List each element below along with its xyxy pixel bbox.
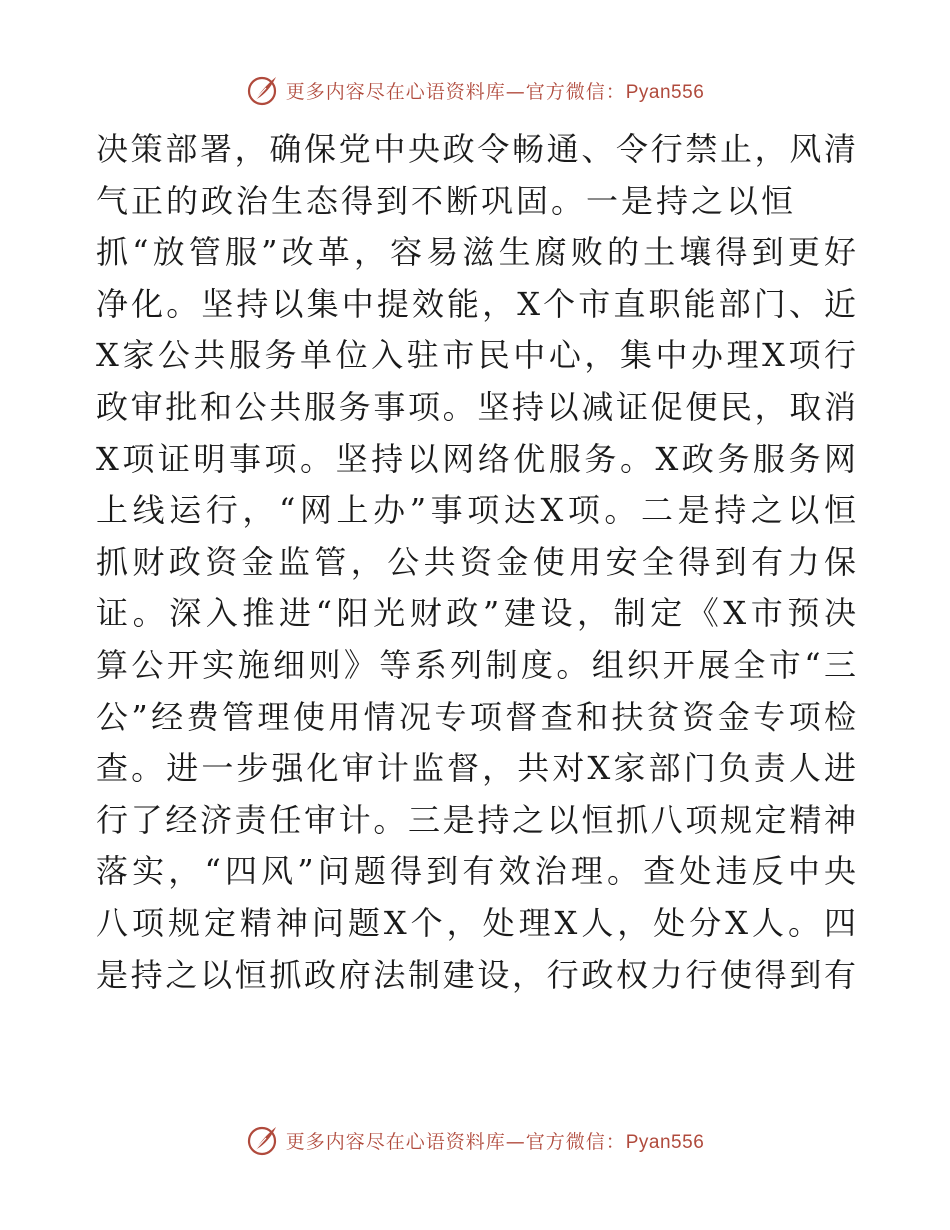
body-line: X项证明事项。坚持以网络优服务。X政务服务网 (96, 439, 856, 478)
watermark-text (286, 1127, 705, 1154)
body-line: 政审批和公共服务事项。坚持以减证促便民，取消 (96, 387, 856, 426)
watermark-brand: 更多内容尽在心语资料库 (285, 80, 506, 103)
watermark-wechat-label: 官方微信： (525, 80, 626, 103)
body-line: X家公共服务单位入驻市民中心，集中办理X项行 (96, 336, 856, 375)
watermark-wechat-id: Pyan556 (625, 1131, 705, 1153)
body-line: 公”经费管理使用情况专项督查和扶贫资金专项检 (96, 697, 856, 736)
body-line: 行了经济责任审计。三是持之以恒抓八项规定精神 (96, 800, 856, 839)
watermark-separator: — (505, 1130, 526, 1153)
body-line: 证。深入推进“阳光财政”建设，制定《X市预决 (96, 594, 856, 633)
body-line: 净化。坚持以集中提效能，X个市直职能部门、近 (96, 284, 856, 323)
feather-quill-logo-icon (246, 73, 280, 107)
body-line: 抓财政资金监管，公共资金使用安全得到有力保 (96, 542, 856, 581)
watermark-separator: — (505, 80, 526, 103)
body-line: 八项规定精神问题X个，处理X人，处分X人。四 (96, 903, 856, 942)
body-line: 算公开实施细则》等系列制度。组织开展全市“三 (96, 645, 856, 684)
header-watermark (0, 70, 950, 110)
watermark-wechat-id: Pyan556 (625, 81, 705, 103)
body-line: 上线运行，“网上办”事项达X项。二是持之以恒 (96, 491, 856, 530)
body-line: 查。进一步强化审计监督，共对X家部门负责人进 (96, 749, 856, 788)
watermark-brand: 更多内容尽在心语资料库 (285, 1130, 506, 1153)
body-line: 决策部署，确保党中央政令畅通、令行禁止，风清 (96, 130, 856, 168)
body-line: 是持之以恒抓政府法制建设，行政权力行使得到有 (96, 955, 856, 994)
body-line: 气正的政治生态得到不断巩固。一是持之以恒 (96, 181, 797, 220)
feather-quill-logo-icon (246, 1123, 280, 1157)
watermark-text (286, 77, 705, 104)
body-line: 落实，“四风”问题得到有效治理。查处违反中央 (96, 852, 856, 891)
watermark-wechat-label: 官方微信： (525, 1130, 626, 1153)
footer-watermark (0, 1120, 950, 1160)
document-body (96, 124, 856, 1001)
body-line: 抓“放管服”改革，容易滋生腐败的土壤得到更好 (96, 233, 856, 272)
